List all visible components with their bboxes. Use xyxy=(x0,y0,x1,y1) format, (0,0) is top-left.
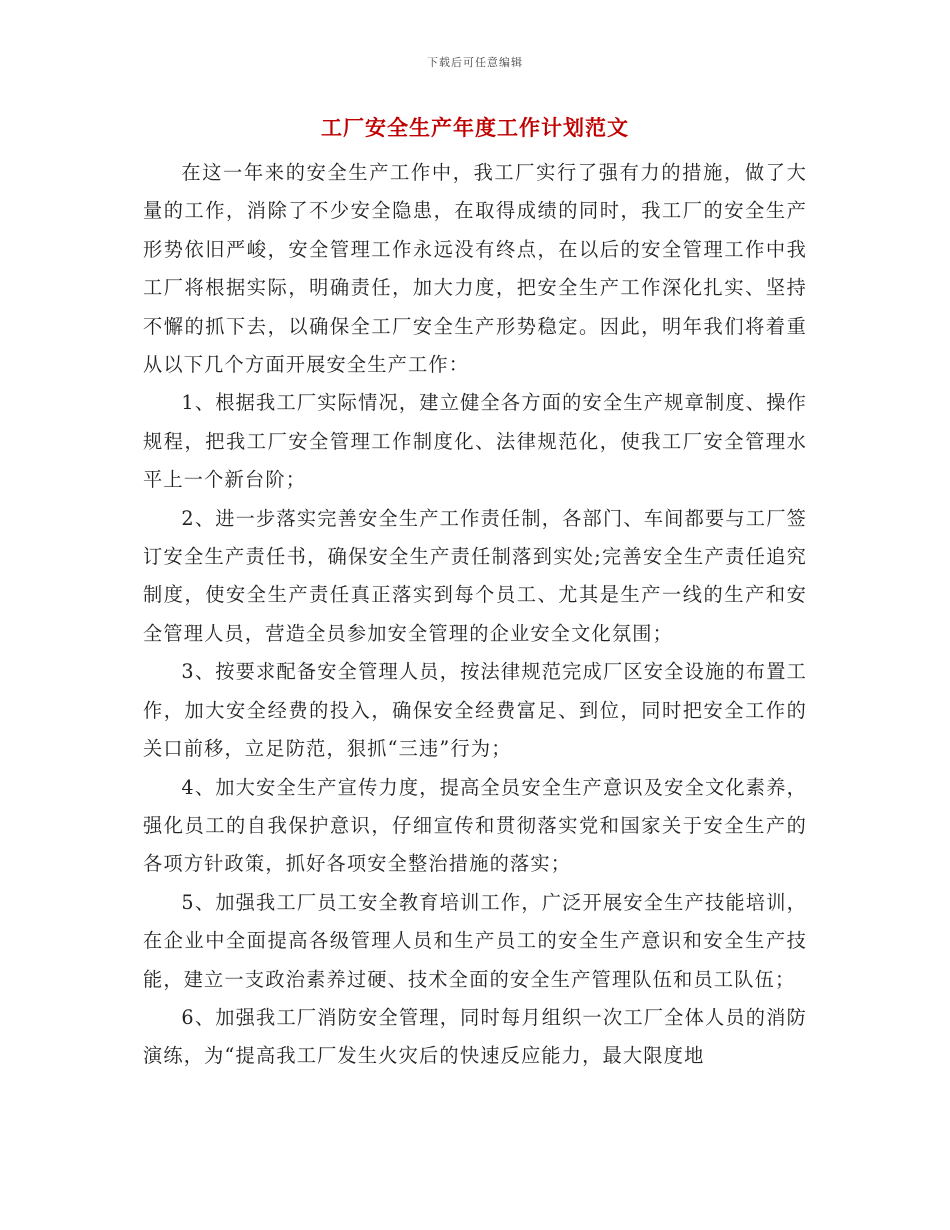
item-paragraph-2: 2、进一步落实完善安全生产工作责任制，各部门、车间都要与工厂签订安全生产责任书，确保安全生产责任制落到实处;完善安全生产责任追究制度，使安全生产责任真正落实到每个员工、尤其是生产一线的生产和安全管理人员，营造全员参加安全管理的企业安全文化氛围； xyxy=(143,506,807,645)
item-paragraph-6: 6、加强我工厂消防安全管理，同时每月组织一次工厂全体人员的消防演练，为“提高我工厂发生火灾后的快速反应能力，最大限度地 xyxy=(143,1005,807,1068)
header-note: 下载后可任意编辑 xyxy=(427,56,523,69)
intro-paragraph: 在这一年来的安全生产工作中，我工厂实行了强有力的措施，做了大量的工作，消除了不少安全隐患，在取得成绩的同时，我工厂的安全生产形势依旧严峻，安全管理工作永远没有终点，在以后的安全管理工作中我工厂将根据实际，明确责任，加大力度，把安全生产工作深化扎实、坚持不懈的抓下去，以确保全工厂安全生产形势稳定。因此，明年我们将着重从以下几个方面开展安全生产工作： xyxy=(143,161,807,377)
document-title: 工厂安全生产年度工作计划范文 xyxy=(321,115,629,140)
item-paragraph-1: 1、根据我工厂实际情况，建立健全各方面的安全生产规章制度、操作规程，把我工厂安全管理工作制度化、法律规范化，使我工厂安全管理水平上一个新台阶； xyxy=(143,391,807,492)
item-paragraph-3: 3、按要求配备安全管理人员，按法律规范完成厂区安全设施的布置工作，加大安全经费的投入，确保安全经费富足、到位，同时把安全工作的关口前移，立足防范，狠抓“三违”行为； xyxy=(143,660,807,761)
document-body xyxy=(143,154,807,1076)
item-paragraph-4: 4、加大安全生产宣传力度，提高全员安全生产意识及安全文化素养，强化员工的自我保护意识，仔细宣传和贯彻落实党和国家关于安全生产的各项方针政策，抓好各项安全整治措施的落实； xyxy=(143,775,807,876)
item-paragraph-5: 5、加强我工厂员工安全教育培训工作，广泛开展安全生产技能培训，在企业中全面提高各级管理人员和生产员工的安全生产意识和安全生产技能，建立一支政治素养过硬、技术全面的安全生产管理队伍和员工队伍； xyxy=(143,890,807,991)
